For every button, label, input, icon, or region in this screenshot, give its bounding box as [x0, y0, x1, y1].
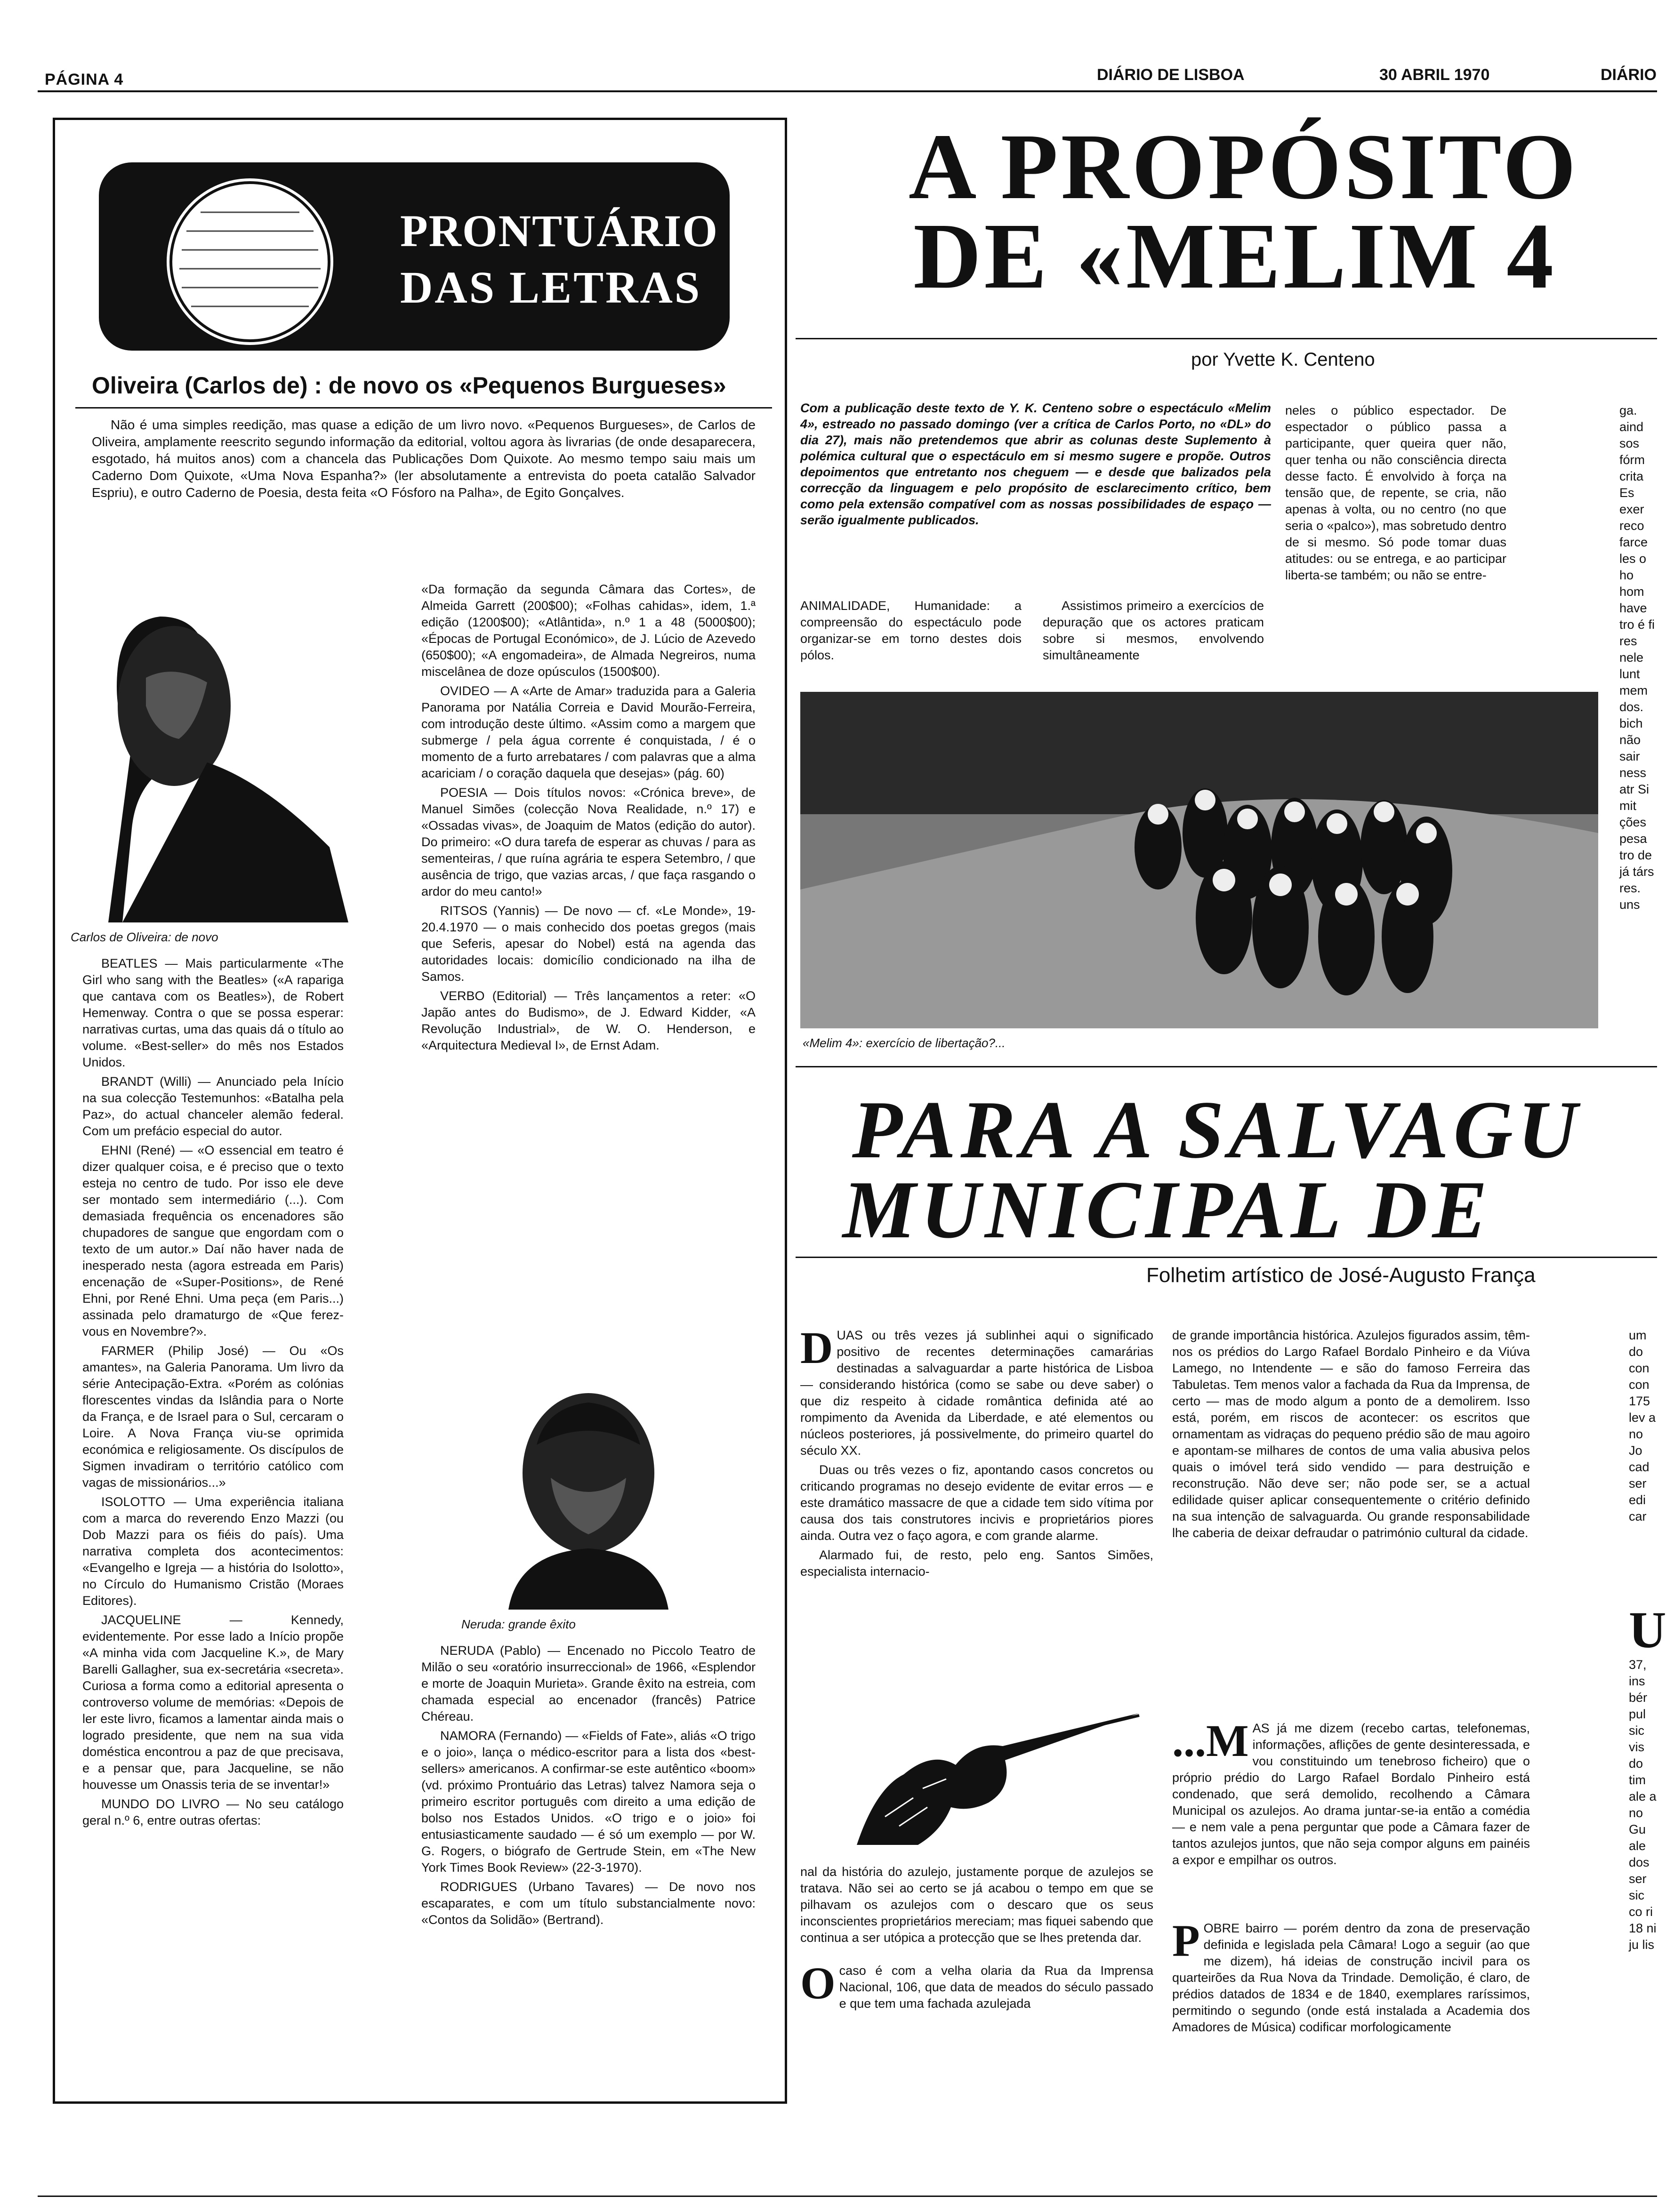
melim-col-cut [1619, 402, 1657, 916]
salvaguarda-col2-para2 [1172, 1715, 1530, 1868]
newspaper-name-right: DIÁRIO [1601, 66, 1657, 84]
photo-neruda [490, 1365, 687, 1610]
page-label: PÁGINA 4 [45, 71, 124, 88]
entry-mundo-do-livro: MUNDO DO LIVRO — No seu catálogo geral n.º 6, entre outras ofertas: [82, 1797, 344, 1827]
entry-namora: NAMORA (Fernando) — «Fields of Fate», aliás «O trigo e o joio», lança o médico-escritor para a lista dos «best-sellers» americanos. A confirmar-se este autêntico «boom» (vd. próximo Prontuário das Letras) talvez Namora seja o primeiro escritor português com direito a uma edição de bolso nos Estados Unidos. «O trigo e o joio» foi entusiasticamente saudado — é só um exemplo — por W. G. Rogers, o biógrafo de Gertrude Stein, em «The New York Times Book Review» (22-3-1970). [421, 1729, 756, 1875]
photo-carlos-de-oliveira [66, 584, 348, 922]
prontuario-col-left [82, 955, 344, 1832]
salvaguarda-para1 [800, 1322, 1153, 1459]
melim-col1-text: ANIMALIDADE, Humanidade: a compreensão do espectáculo pode organizar-se em torno destes dois pólos. [800, 599, 1022, 662]
melim-col3 [1285, 402, 1506, 586]
logo-title-line1: PRONTUÁRIO [400, 206, 719, 256]
salvaguarda-para5 [800, 1958, 1153, 2012]
dropcap-o: O [800, 1958, 836, 2008]
newspaper-name: DIÁRIO DE LISBOA [1097, 66, 1245, 84]
salvaguarda-col2 [1172, 1327, 1530, 1544]
salvaguarda-col1-last [800, 1958, 1153, 2015]
prontuario-headline: Oliveira (Carlos de) : de novo os «Pequenos Burgueses» [92, 372, 726, 399]
salvaguarda-para5-text: caso é com a velha olaria da Rua da Imprensa Nacional, 106, que data de meados do século passado e que tem uma fachada azulejada [839, 1964, 1153, 2011]
salvaguarda-rule [796, 1257, 1657, 1258]
entry-neruda: NERUDA (Pablo) — Encenado no Piccolo Teatro de Milão o seu «oratório insurreccional» de 1966, «Esplendor e morte de Joaquin Murieta». Grande êxito na estreia, com chamada especial ao encenador (francês) Patrice Chéreau. [421, 1643, 756, 1723]
entry-mundo-continued: «Da formação da segunda Câmara das Cortes», de Almeida Garrett (200$00); «Folhas cahidas», idem, 1.ª edição (1200$00); «Atlântida», n.º 1 a 48 (5000$00); «Épocas de Portugal Económico», de J. Lúcio de Azevedo (650$00); «A engomadeira», de Almada Negreiros, numa miscelânea de doze opúsculos (1500$00). [421, 582, 756, 679]
melim-col2 [1043, 598, 1264, 666]
dropcap-m: ...M [1172, 1715, 1249, 1766]
salvaguarda-col-cut-text: um do con con 175 lev a no Jo cad ser edi car [1629, 1328, 1656, 1523]
melim-intro-paragraph: Com a publicação deste texto de Y. K. Centeno sobre o espectáculo «Melim 4», estreado no passado domingo (ver a crítica de Carlos Porto, no «DL» do dia 27), mais não pretendemos que abrir as colunas deste Suplemento à polémica cultural que o espectáculo em si mesmo sugere e propõe. Outros depoimentos que entretanto nos cheguem — e desde que balizados pela correcção da linguagem e pelo propósito de esclarecimento crítico, bem como pela extensão compatível com as nossas possibilidades de espaço — serão igualmente publicados. [800, 401, 1271, 527]
section-rule [796, 1066, 1657, 1067]
dropcap-d: D [800, 1322, 833, 1373]
entry-farmer: FARMER (Philip José) — Ou «Os amantes», na Galeria Panorama. Um livro da série Antecipação-Extra. «Porém as colónias florescentes vindas da Islândia para o Norte da França, e de Israel para o Sul, cercaram o Loire. A Nova França viu-se oprimida económica e religiosamente. Os discípulos de Sigmen invadiram o território católico com vagas de missionários...» [82, 1344, 344, 1490]
salvaguarda-col2-pobre [1172, 1915, 1530, 2038]
dropcap-u: U [1629, 1601, 1666, 1659]
salvaguarda-col2-para1: de grande importância histórica. Azulejos figurados assim, têm-nos os prédios do Largo Rafael Bordalo Pinheiro e da Viúva Lamego, no Intendente — e são do famoso Ferreira das Tabuletas. Tem menos valor a fachada da Rua da Imprensa, de certo — mas de modo algum a ponto de a demolirem. Isso está, porém, em riscos de acontecer: os escritos que ornamentam as vidraças do pequeno prédio são de mau agoiro e apontam-se milhares de contos de uma valia abusiva pelos quais o imóvel terá sido vendido — para destruição e reconstrução. Não deve ser; não pode ser, se a actual edilidade quiser aplicar consequentemente o critério definido na sua intenção de salvaguarda. Ou grande responsabilidade lhe caberia de deixar defraudar o património cultural da cidade. [1172, 1328, 1530, 1540]
entry-brandt: BRANDT (Willi) — Anunciado pela Início na sua colecção Testemunhos: «Batalha pela Paz», do actual chanceler alemão federal. Com um prefácio especial do autor. [82, 1074, 344, 1138]
photo2-caption: Neruda: grande êxito [461, 1617, 576, 1631]
salvaguarda-title-line1: PARA A SALVAGU [852, 1084, 1582, 1175]
entry-jacqueline: JACQUELINE — Kennedy, evidentemente. Por esse lado a Início propõe «A minha vida com Jacqueline K.», de Mary Barelli Gallagher, sua ex-secretária «secreta». Curiosa a forma como a editorial apresenta o controverso volume de memórias: «Depois de ler este livro, ficamos a lamentar ainda mais o logrado presidente, que nem na sua vida doméstica encontrou a paz de que precisava, e a pensar que, para Jacqueline, se não houvesse um Onassis teria de se inventar!» [82, 1613, 344, 1792]
melim-col1 [800, 598, 1022, 666]
melim-intro [800, 400, 1271, 531]
melim-col-cut-text: ga. aind sos fórm crita Es exer reco farce les o ho hom have tro é fi res nele lunt mem dos. bich não sair ness atr Si mit ções pesa tro de já társ res. uns [1619, 403, 1655, 912]
salvaguarda-col-cut [1629, 1327, 1657, 1528]
melim-col2-text: Assistimos primeiro a exercícios de depuração que os actores praticam sobre si mesmos, envolvendo simultâneamente [1043, 599, 1264, 662]
entry-verbo: VERBO (Editorial) — Três lançamentos a reter: «O Japão antes do Budismo», de J. Edward Kidder, «A Revolução Industrial», de W. O. Henderson, e «Arquitectura Medieval I», de Ernst Adam. [421, 989, 756, 1052]
unicorn-illustration [847, 1694, 1153, 1850]
salvaguarda-col-cut2-text: 37, ins bér pul sic vis do tim ale a no Gu ale dos ser sic co ri 18 ni ju lis [1629, 1658, 1657, 1952]
prontuario-col-right [421, 581, 756, 1057]
entry-rodrigues: RODRIGUES (Urbano Tavares) — De novo nos escaparates, e com um título substancialmente novo: «Contos da Solidão» (Bertrand). [421, 1880, 756, 1927]
salvaguarda-col1 [800, 1322, 1153, 1583]
dropcap-p: P [1172, 1915, 1200, 1966]
melim-byline: por Yvette K. Centeno [1191, 349, 1375, 370]
header-rule [38, 90, 1657, 92]
salvaguarda-title-line2: MUNICIPAL DE [843, 1164, 1492, 1255]
prontuario-intro [92, 417, 756, 504]
melim-title-line1: A PROPÓSITO [909, 115, 1579, 219]
salvaguarda-col1-below [800, 1864, 1153, 1949]
headline-rule [75, 407, 772, 409]
salvaguarda-col2-para3-text: OBRE bairro — porém dentro da zona de preservação definida e legislada pela Câmara! Logo a seguir (ao que me dizem), há ideias de construção incivil para os quarteirões da Rua Nova da Trindade. Demolição, é claro, de prédios datados de 1834 e de 1840, exemplares raríssimos, permitindo o segundo (onde está instalada a Academia dos Amadores de Música) codificar morfologicamente [1172, 1921, 1530, 2034]
intro-paragraph: Não é uma simples reedição, mas quase a edição de um livro novo. «Pequenos Burgueses», de Carlos de Oliveira, amplamente reescrito segundo informação da editorial, voltou agora às livrarias (de onde desaparecera, esgotado, há muitos anos) com a chancela das Publicações Dom Quixote. Ao mesmo tempo saiu mais um Caderno Dom Quixote, «Uma Nova Espanha?» (ler absolutamente a entrevista do poeta catalão Salvador Espriu), e outro Caderno de Poesia, desta feita «O Fósforo na Palha», de Egito Gonçalves. [92, 417, 756, 500]
salvaguarda-byline: Folhetim artístico de José-Augusto França [1146, 1264, 1536, 1287]
salvaguarda-para2: Duas ou três vezes o fiz, apontando casos concretos ou criticando programas no desejo evidente de evitar erros — e este dramático massacre de que a cidade tem sido vítima por causa dos tais construtores incivis e proprietários piores ainda. Outra vez o faço agora, e com grande alarme. [800, 1463, 1153, 1543]
melim-title-line2: DE «MELIM 4 [913, 204, 1556, 308]
entry-ovideo: OVIDEO — A «Arte de Amar» traduzida para a Galeria Panorama por Natália Correia e David Mourão-Ferreira, com introdução deste último. «Assim como a margem que submerge / pela água corrente é conquistada, / é o momento de a furto arrebatares / com palavras que a alma acariciam / o coração daquela que desejas» (pág. 60) [421, 684, 756, 780]
salvaguarda-col2-para2-text: AS já me dizem (recebo cartas, telefonemas, informações, aflições de gente desinteressada, e vou constituindo um tenebroso ficheiro) que o próprio prédio do Largo Rafael Bordalo Pinheiro está condenado, que será demolido, recolhendo a Câmara Municipal os azulejos. Ao drama juntar-se-ia então a comédia — e nem vale a pena perguntar que pode a Câmara fazer de tantos azulejos juntos, que não seja compor alguns em painéis a expor e empilhar os outros. [1172, 1721, 1530, 1867]
melim-col3-text: neles o público espectador. De espectador o público passa a participante, quer queira quer não, quer tenha ou não consciência directa desse facto. É envolvido à força na tensão que, de repente, se cria, não apenas à volta, ou no centro (no que seria o «palco»), mas sobretudo dentro de si mesmo. Só pode tomar duas atitudes: ou se entrega, e ao participar liberta-se também; ou não se entre- [1285, 403, 1506, 582]
entry-poesia: POESIA — Dois títulos novos: «Crónica breve», de Manuel Simões (colecção Nova Realidade, n.º 17) e «Ossadas vivas», de Joaquim de Matos (edição do autor). Do primeiro: «O dura tarefa de esperar as chuvas / para as sementeiras, / que ruína agrária te espera Setembro, / que ausência de trigo, que vazias arcas, / que faça rasgando o ardor do meu canto!» [421, 785, 756, 898]
prontuario-col-right-lower [421, 1643, 756, 1931]
quill-emblem-icon [169, 181, 330, 342]
logo-title-line2: DAS LETRAS [400, 262, 702, 313]
entry-ritsos: RITSOS (Yannis) — De novo — cf. «Le Monde», 19-20.4.1970 — o mais conhecido dos poetas gregos (mais que Seferis, apesar do Nobel) está na agenda das autoridades locais: domicílio condicionado na ilha de Samos. [421, 904, 756, 984]
salvaguarda-col2-para3 [1172, 1915, 1530, 2036]
photo-melim-4 [800, 692, 1598, 1028]
entry-isolotto: ISOLOTTO — Uma experiência italiana com a marca do reverendo Enzo Mazzi (ou Dob Mazzi para os fiéis do país). Uma narrativa completa dos acontecimentos: «Evangelho e Igreja — a história do Isolotto», no Círculo do Humanismo Cristão (Moraes Editores). [82, 1495, 344, 1608]
salvaguarda-col2-mas [1172, 1715, 1530, 1871]
salvaguarda-para3: Alarmado fui, de resto, pelo eng. Santos Simões, especialista internacio- [800, 1548, 1153, 1579]
photo1-caption: Carlos de Oliveira: de novo [71, 930, 218, 944]
melim-rule [796, 338, 1657, 339]
melim-photo-caption: «Melim 4»: exercício de libertação?... [803, 1036, 1006, 1050]
prontuario-logo [99, 162, 730, 351]
footer-rule [38, 2196, 1657, 2197]
entry-beatles: BEATLES — Mais particularmente «The Girl who sang with the Beatles» («A rapariga que cantava com os Beatles»), de Robert Hemenway. Contra o que se possa esperar: narrativas curtas, uma das quais dá o título ao volume. «Best-seller» do mês nos Estados Unidos. [82, 956, 344, 1069]
salvaguarda-para1-text: UAS ou três vezes já sublinhei aqui o significado positivo de recentes determinações camarárias destinadas a salvaguardar a parte histórica de Lisboa — considerando histórica (como se sabe ou deve saber) o que diz respeito à cidade romântica definida até ao rompimento da Avenida da Liberdade, e até elementos ou núcleos posteriores, já possivelmente, do primeiro quartel do século XX. [800, 1328, 1153, 1458]
entry-ehni: EHNI (René) — «O essencial em teatro é dizer qualquer coisa, e é preciso que o texto esteja no centro de tudo. Por isso ele deve ser montado sem intermediário (...). Com demasiada frequência os encenadores são chupadores de sangue que engordam com o texto de um autor.» Daí não haver nada de inesperado nesta (agora estreada em Paris) encenação de «Super-Positions», de René Ehni, por René Ehni. Uma peça (em Paris...) assinada pelo dramaturgo de «Que ferez-vous en Novembre?». [82, 1143, 344, 1338]
issue-date: 30 ABRIL 1970 [1379, 66, 1490, 84]
salvaguarda-para4: nal da história do azulejo, justamente porque de azulejos se tratava. Não sei ao certo se já acabou o tempo em que se pilhavam os azulejos com o descaro que os seus inconscientes proprietários mereciam; mas fiquei sabendo que continua a ser utópica a protecção que se lhes pretenda dar. [800, 1865, 1153, 1945]
salvaguarda-col-cut2 [1629, 1657, 1657, 1956]
